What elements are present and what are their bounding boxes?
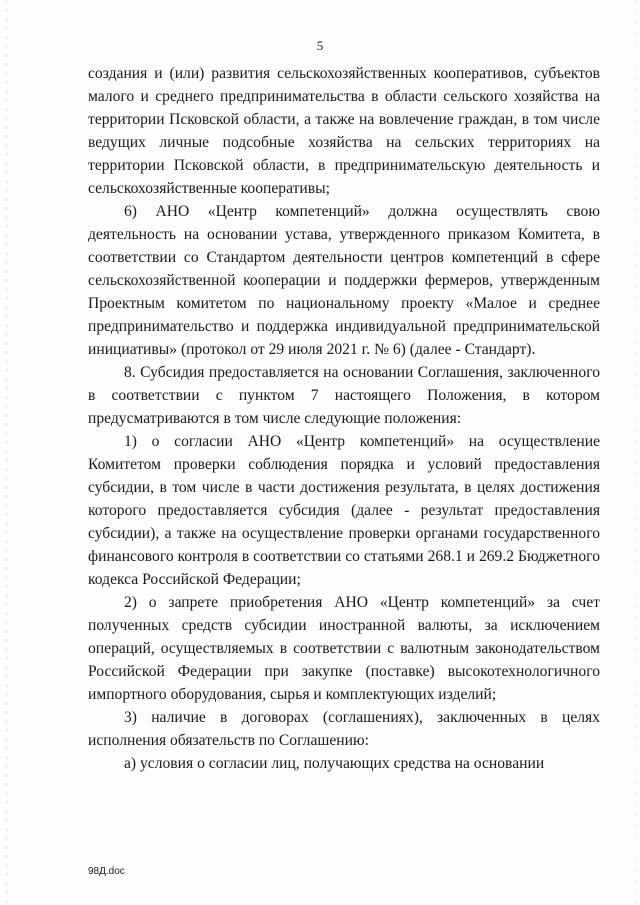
paragraph-continuation: создания и (или) развития сельскохозяйственных кооперативов, субъектов малого и среднего предпринимательства в области сельского хозяйства на территории Псковской области, а также на вовлечение граждан, в том числе ведущих личные подсобные хозяйства на сельских территориях на территории Псковской области, в предпринимательскую деятельность и сельскохозяйственные кооперативы;: [88, 65, 600, 197]
paragraph-item-a: а) условия о согласии лиц, получающих средства на основании: [124, 755, 545, 772]
scan-edge-left: [6, 0, 7, 905]
paragraph-clause-8: 8. Субсидия предоставляется на основании Соглашения, заключенного в соответствии с пунктом 7 настоящего Положения, в котором предусматриваются в том числе следующие положения:: [88, 364, 600, 427]
scan-edge-right: [635, 0, 636, 905]
paragraph-item-1: 1) о согласии АНО «Центр компетенций» на осуществление Комитетом проверки соблюдения порядка и условий предоставления субсидии, в том числе в части достижения результата, в целях достижения которого предоставляется субсидия (далее - результат предоставления субсидии), а также на осуществление проверки органами государственного финансового контроля в соответствии со статьями 268.1 и 269.2 Бюджетного кодекса Российской Федерации;: [88, 433, 600, 588]
paragraph-item-6: 6) АНО «Центр компетенций» должна осуществлять свою деятельность на основании устава, утвержденного приказом Комитета, в соответствии со Стандартом деятельности центров компетенций в сфере сельскохозяйственной кооперации и поддержки фермеров, утвержденным Проектным комитетом по национальному проекту «Малое и среднее предпринимательство и поддержка индивидуальной предпринимательской инициативы» (протокол от 29 июля 2021 г. № 6) (далее - Стандарт).: [88, 203, 600, 358]
paragraph-item-2: 2) о запрете приобретения АНО «Центр компетенций» за счет полученных средств субсидии иностранной валюты, за исключением операций, осуществляемых в соответствии с валютным законодательством Российской Федерации при закупке (поставке) высокотехнологичного импортного оборудования, сырья и комплектующих изделий;: [88, 594, 600, 703]
footer-filename: 98Д.doc: [88, 866, 125, 877]
page-number: 5: [316, 38, 324, 53]
paragraph-item-3: 3) наличие в договорах (соглашениях), заключенных в целях исполнения обязательств по Соглашению:: [88, 709, 600, 749]
document-body: [88, 62, 600, 775]
